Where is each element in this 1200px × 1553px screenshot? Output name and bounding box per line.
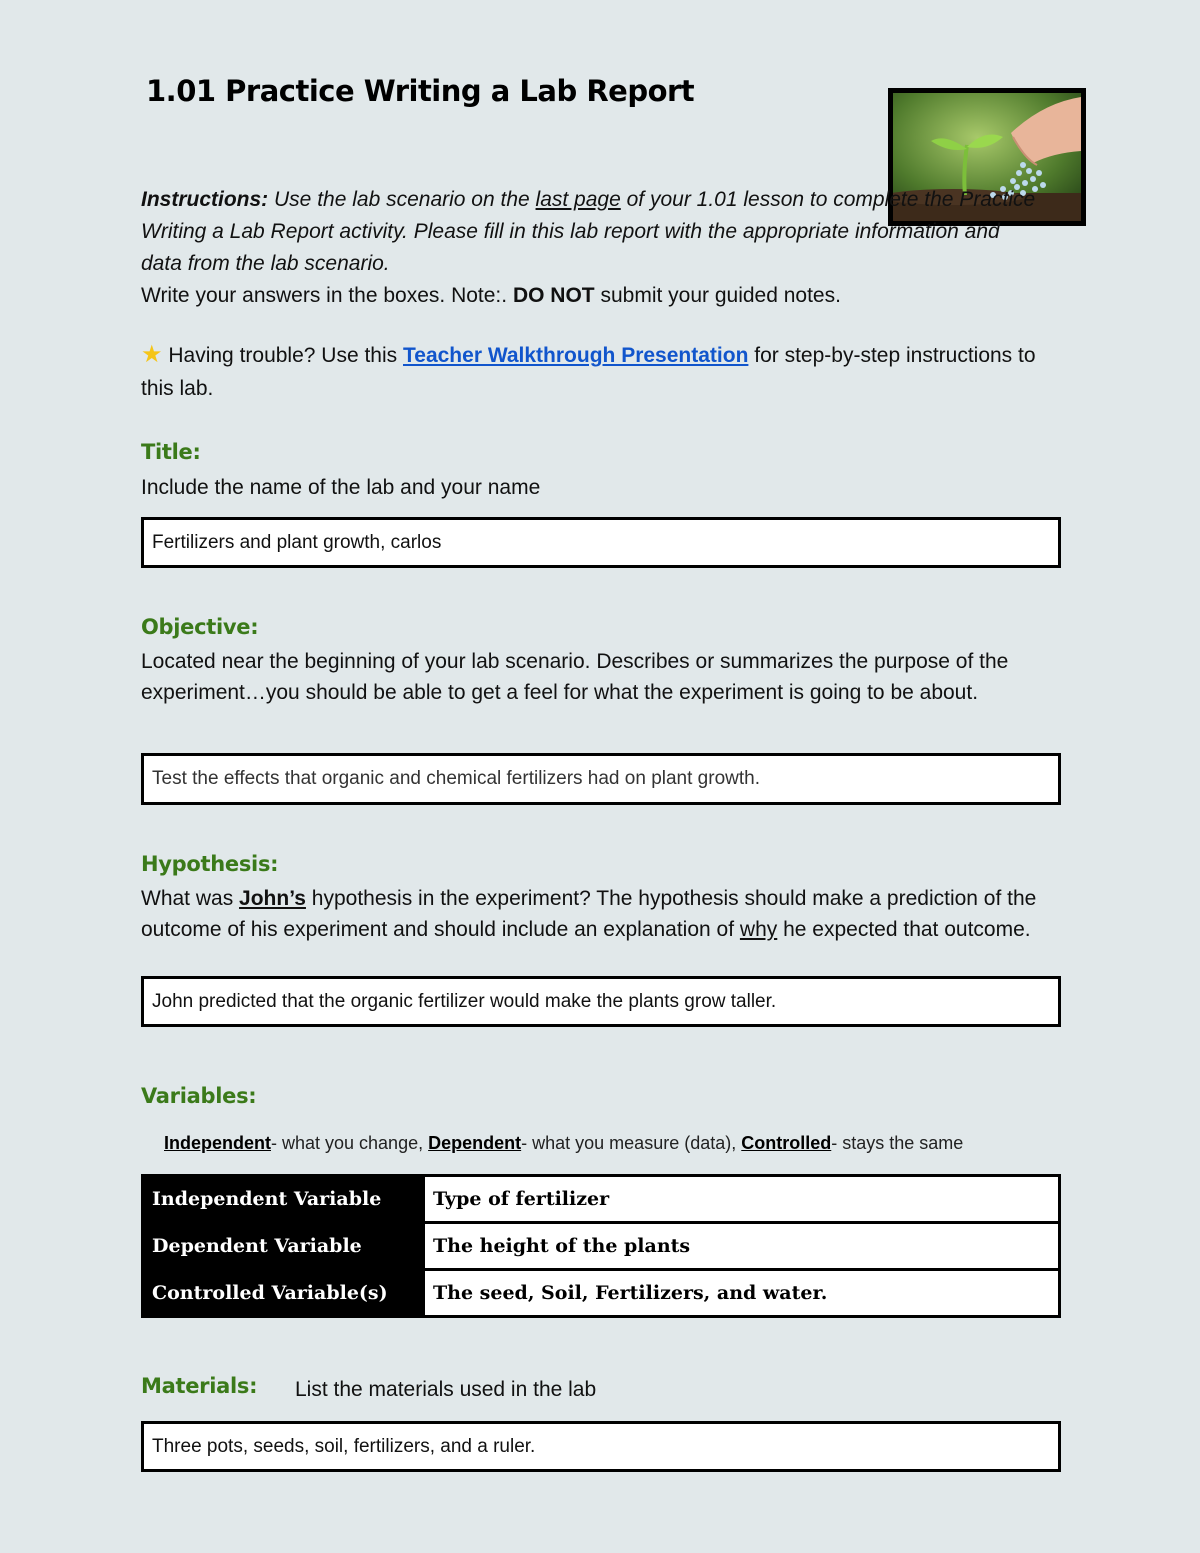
controlled-variable-value[interactable]: The seed, Soil, Fertilizers, and water.: [424, 1270, 1060, 1317]
table-row: [143, 1176, 1060, 1223]
independent-key-label: Independent: [164, 1133, 271, 1153]
dependent-variable-value[interactable]: The height of the plants: [424, 1223, 1060, 1270]
objective-answer-box[interactable]: Test the effects that organic and chemical fertilizers had on plant growth.: [141, 753, 1061, 805]
help-paragraph: [141, 338, 1041, 405]
controlled-variable-label: Controlled Variable(s): [143, 1270, 424, 1317]
dependent-variable-label: Dependent Variable: [143, 1223, 424, 1270]
hypothesis-desc-text: he expected that outcome.: [783, 918, 1031, 941]
independent-key-desc: - what you change,: [271, 1133, 424, 1153]
title-description: Include the name of the lab and your name: [141, 476, 541, 499]
help-text: Having trouble? Use this: [168, 344, 398, 367]
title-answer-box[interactable]: Fertilizers and plant growth, carlos: [141, 517, 1061, 568]
hypothesis-answer-box[interactable]: John predicted that the organic fertilizer would make the plants grow taller.: [141, 976, 1061, 1027]
materials-heading: Materials:: [141, 1374, 258, 1398]
controlled-key-label: Controlled: [741, 1133, 832, 1153]
objective-description: Located near the beginning of your lab scenario. Describes or summarizes the purpose of the experiment…you should be able to get a feel for what the experiment is going to be about.: [141, 650, 1009, 704]
instructions-paragraph: [141, 184, 1041, 312]
teacher-walkthrough-link[interactable]: Teacher Walkthrough Presentation: [403, 344, 749, 367]
why-word: why: [739, 918, 778, 941]
independent-variable-value[interactable]: Type of fertilizer: [424, 1176, 1060, 1223]
last-page-link[interactable]: last page: [535, 188, 621, 211]
variables-heading: Variables:: [141, 1084, 257, 1108]
controlled-key-desc: - stays the same: [831, 1133, 964, 1153]
dependent-key-label: Dependent: [428, 1133, 522, 1153]
materials-description: List the materials used in the lab: [295, 1378, 597, 1401]
materials-answer-box[interactable]: Three pots, seeds, soil, fertilizers, and a ruler.: [141, 1421, 1061, 1472]
hypothesis-desc-text: What was: [141, 887, 234, 910]
variables-table: [141, 1174, 1061, 1318]
table-row: [143, 1270, 1060, 1317]
dependent-key-desc: - what you measure (data),: [521, 1133, 737, 1153]
instructions-emphasis: DO NOT: [512, 284, 595, 307]
table-row: [143, 1223, 1060, 1270]
title-heading: Title:: [141, 440, 201, 464]
hypothesis-description: [141, 883, 1051, 945]
variables-key: [164, 1133, 963, 1154]
instructions-note: Write your answers in the boxes. Note:.: [141, 284, 508, 307]
independent-variable-label: Independent Variable: [143, 1176, 424, 1223]
instructions-note: submit your guided notes.: [600, 284, 841, 307]
instructions-text: of your 1.01 lesson to complete the Practice Writing a Lab Report activity. Please fill in this lab report with the appropriate information and data from the lab scenario.: [141, 188, 1036, 275]
instructions-label: Instructions:: [141, 188, 269, 211]
star-icon: ★: [141, 341, 163, 368]
hypothesis-heading: Hypothesis:: [141, 852, 279, 876]
objective-heading: Objective:: [141, 615, 259, 639]
instructions-text: Use the lab scenario on the: [274, 188, 530, 211]
john-name: John’s: [239, 887, 306, 910]
hypothesis-desc-text: hypothesis in the experiment? The hypothesis should make a prediction of the outcome of his experiment and should include an explanation of: [141, 887, 1037, 941]
help-text: for step-by-step instructions to this lab.: [141, 344, 1036, 400]
document-title: 1.01 Practice Writing a Lab Report: [146, 74, 695, 108]
